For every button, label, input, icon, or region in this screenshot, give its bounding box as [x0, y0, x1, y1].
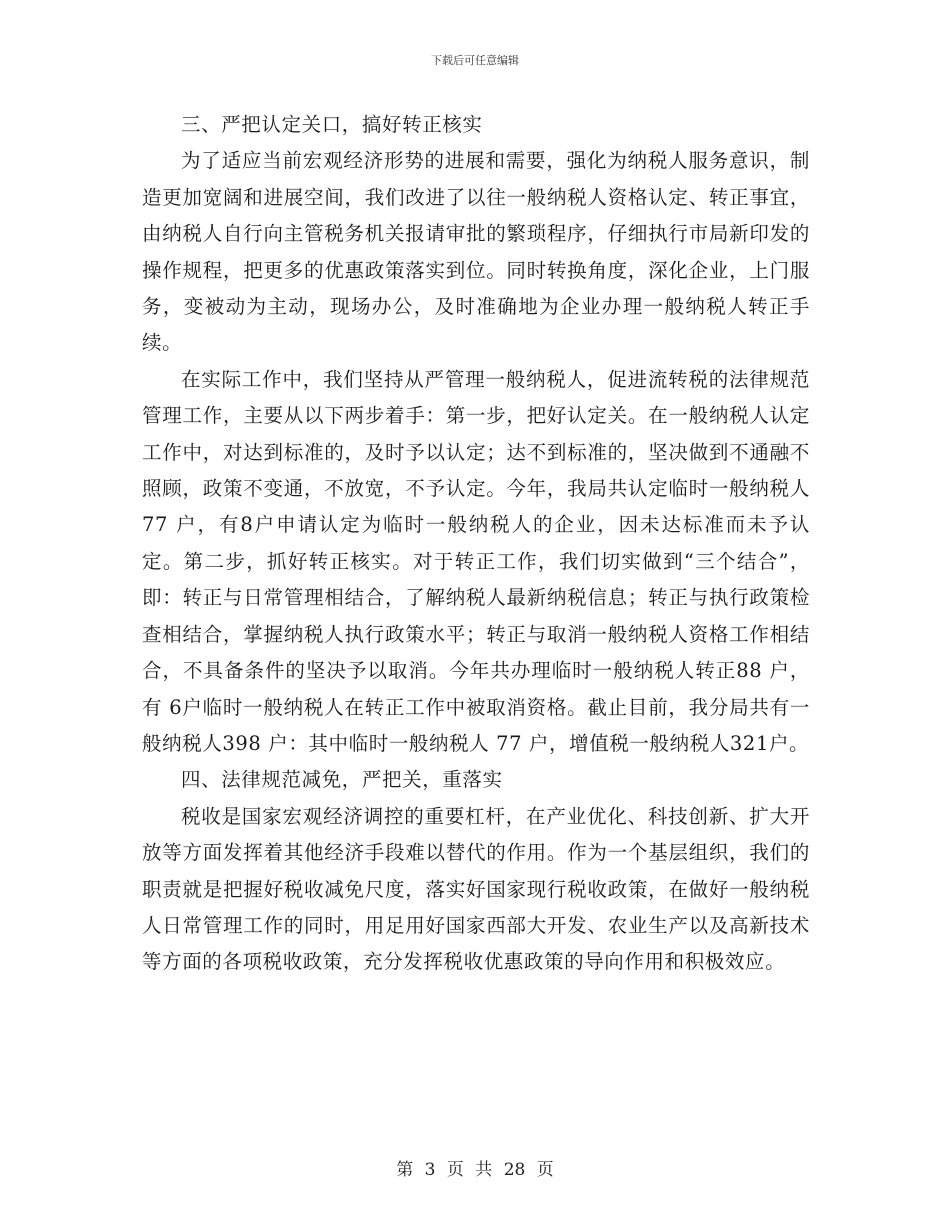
paragraph: 在实际工作中，我们坚持从严管理一般纳税人，促进流转税的法律规范管理工作，主要从以下两步着手：第一步，把好认定关。在一般纳税人认定工作中，对达到标准的，及时予以认定；达不到标准的，坚决做到不通融不照顾，政策不变通，不放宽，不予认定。今年，我局共认定临时一般纳税人77 户，有8户申请认定为临时一般纳税人的企业，因未达标准而未予认定。第二步，抓好转正核实。对于转正工作，我们切实做到“三个结合”，即：转正与日常管理相结合，了解纳税人最新纳税信息；转正与执行政策检查相结合，掌握纳税人执行政策水平；转正与取消一般纳税人资格工作相结合，不具备条件的坚决予以取消。今年共办理临时一般纳税人转正88 户，有 6户临时一般纳税人在转正工作中被取消资格。截止目前，我分局共有一般纳税人398 户：其中临时一般纳税人 77 户，增值税一般纳税人321户。 [142, 367, 810, 755]
paragraph: 税收是国家宏观经济调控的重要杠杆，在产业优化、科技创新、扩大开放等方面发挥着其他经济手段难以替代的作用。作为一个基层组织，我们的职责就是把握好税收减免尺度，落实好国家现行税收政策，在做好一般纳税人日常管理工作的同时，用足用好国家西部大开发、农业生产以及高新技术等方面的各项税收政策，充分发挥税收优惠政策的导向作用和积极效应。 [142, 804, 810, 974]
page-number: 第 3 页 共 28 页 [396, 1160, 554, 1180]
document-body [142, 107, 810, 981]
section-heading-4: 四、法律规范减免，严把关，重落实 [181, 768, 503, 792]
paragraph: 为了适应当前宏观经济形势的进展和需要，强化为纳税人服务意识，制造更加宽阔和进展空间，我们改进了以往一般纳税人资格认定、转正事宜，由纳税人自行向主管税务机关报请审批的繁琐程序，仔细执行市局新印发的操作规程，把更多的优惠政策落实到位。同时转换角度，深化企业，上门服务，变被动为主动，现场办公，及时准确地为企业办理一般纳税人转正手续。 [142, 149, 810, 355]
section-heading-3: 三、严把认定关口，搞好转正核实 [181, 113, 483, 136]
page-header-note: 下载后可任意编辑 [431, 54, 519, 67]
